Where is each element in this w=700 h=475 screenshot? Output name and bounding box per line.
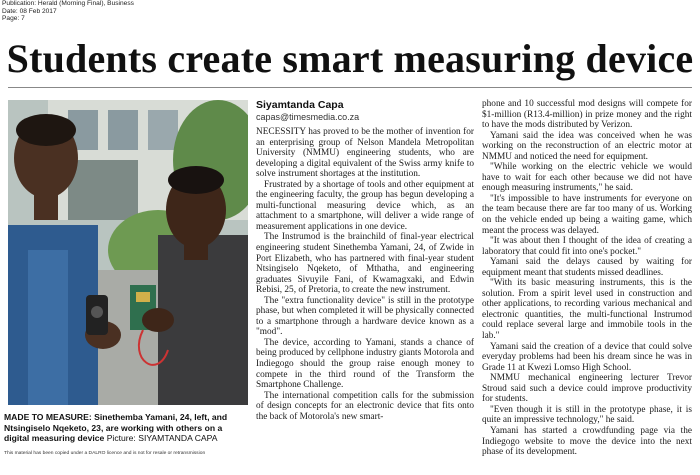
paragraph: The "extra functionality device" is still in the prototype phase, but when completed it will be physically connected to a smartphone through a hardware device known as a "mod". — [256, 295, 474, 338]
caption-lead: MADE TO MEASURE: — [4, 412, 92, 422]
headline-divider — [8, 87, 692, 88]
article-column-1 — [256, 127, 474, 472]
paragraph: "With its basic measuring instruments, this is the solution. From a spirit level used in construction and other applications, to recording various mechanical and electronic quantities, the multi-functional Instrumod could replace several large and immobile tools in the lab." — [482, 278, 692, 342]
paragraph: "It's impossible to have instruments for everyone on the team because there are far too many of us. Working on the vehicle ended up being a waiting game, which meant the process was delayed. — [482, 193, 692, 236]
paragraph: Yamani said the delays caused by waiting for equipment meant that students missed deadlines. — [482, 257, 692, 278]
photo-caption — [4, 412, 249, 444]
byline — [256, 99, 359, 123]
paragraph: "Even though it is still in the prototype phase, it is quite an impressive technology," he said. — [482, 404, 692, 426]
author-name: Siyamtanda Capa — [256, 99, 344, 111]
paragraph: The device, according to Yamani, stands a chance of being produced by cellphone industry giants Motorola and Indiegogo should the group raise enough money to compete in the third round of the Transform the Smartphone Challenge. — [256, 337, 474, 391]
date-line: Date: 08 Feb 2017 — [2, 7, 57, 15]
paragraph: "It was about then I thought of the idea of creating a laboratory that could fit into one's pocket." — [482, 236, 692, 257]
paragraph: NMMU mechanical engineering lecturer Trevor Stroud said such a device could improve productivity for students. — [482, 373, 692, 405]
paragraph: NECESSITY has proved to be the mother of invention for an enterprising group of Nelson Mandela Metropolitan University (NMMU) engineering students, who are developing a digital equivalent of the Swiss army knife to solve instrument shortages at the institution. — [256, 127, 474, 180]
article-column-2 — [482, 99, 692, 473]
headline: Students create smart measuring device — [6, 36, 694, 81]
copyright-notice: This material has been copied under a DALRO licence and is not for resale or retransmission — [4, 451, 206, 456]
clipping-metadata — [2, 0, 134, 23]
paragraph: phone and 10 successful mod designs will compete for $1-million (R13.4-million) in prize money and the right to have the mods distributed by Verizon. — [482, 99, 692, 131]
photo-two-students-icon — [8, 100, 248, 405]
page-line: Page: 7 — [2, 15, 25, 23]
news-photo — [8, 100, 248, 405]
paragraph: Frustrated by a shortage of tools and other equipment at the engineering faculty, the group has begun developing a multi-functional measuring device which, as an attachment to a smartphone, will deliver a wide range of measurement applications in one device. — [256, 179, 474, 232]
photo-credit: Picture: SIYAMTANDA CAPA — [106, 433, 218, 443]
author-email: capas@timesmedia.co.za — [256, 112, 360, 122]
paragraph: Yamani said the creation of a device that could solve everyday problems had been his dream since he was in Grade 11 at Kwezi Lomso High School. — [482, 341, 692, 373]
paragraph: Yamani said the idea was conceived when he was working on the reconstruction of an electric motor at NMMU and noticed the need for equipment. — [482, 130, 692, 162]
paragraph: Yamani has started a crowdfunding page via the Indiegogo website to move the device into the next phase of its development. — [482, 425, 692, 458]
paragraph: The Instrumod is the brainchild of final-year electrical engineering student Sinethemba Yamani, 24, of Zwide in Port Elizabeth, who has partnered with final-year student Ntsingiselo Nqeketo, of Mthatha, and engineering graduates Sivuyile Fani, of Kwamagxaki, and Edwin Rebisi, 25, of Pretoria, to create the new instrument. — [256, 232, 474, 296]
caption-text: Sinethemba Yamani, 24, left, and Ntsingiselo Nqeketo, 23, are working with others on a digital measuring device — [4, 412, 228, 443]
publication-line: Publication: Herald (Morning Final), Business — [2, 0, 134, 7]
paragraph: "While working on the electric vehicle we would have to wait for each other because we did not have enough measuring instruments," he said. — [482, 162, 692, 194]
paragraph: The international competition calls for the submission of design concepts for an electronic device that fits onto the back of Motorola's new smart- — [256, 390, 474, 422]
